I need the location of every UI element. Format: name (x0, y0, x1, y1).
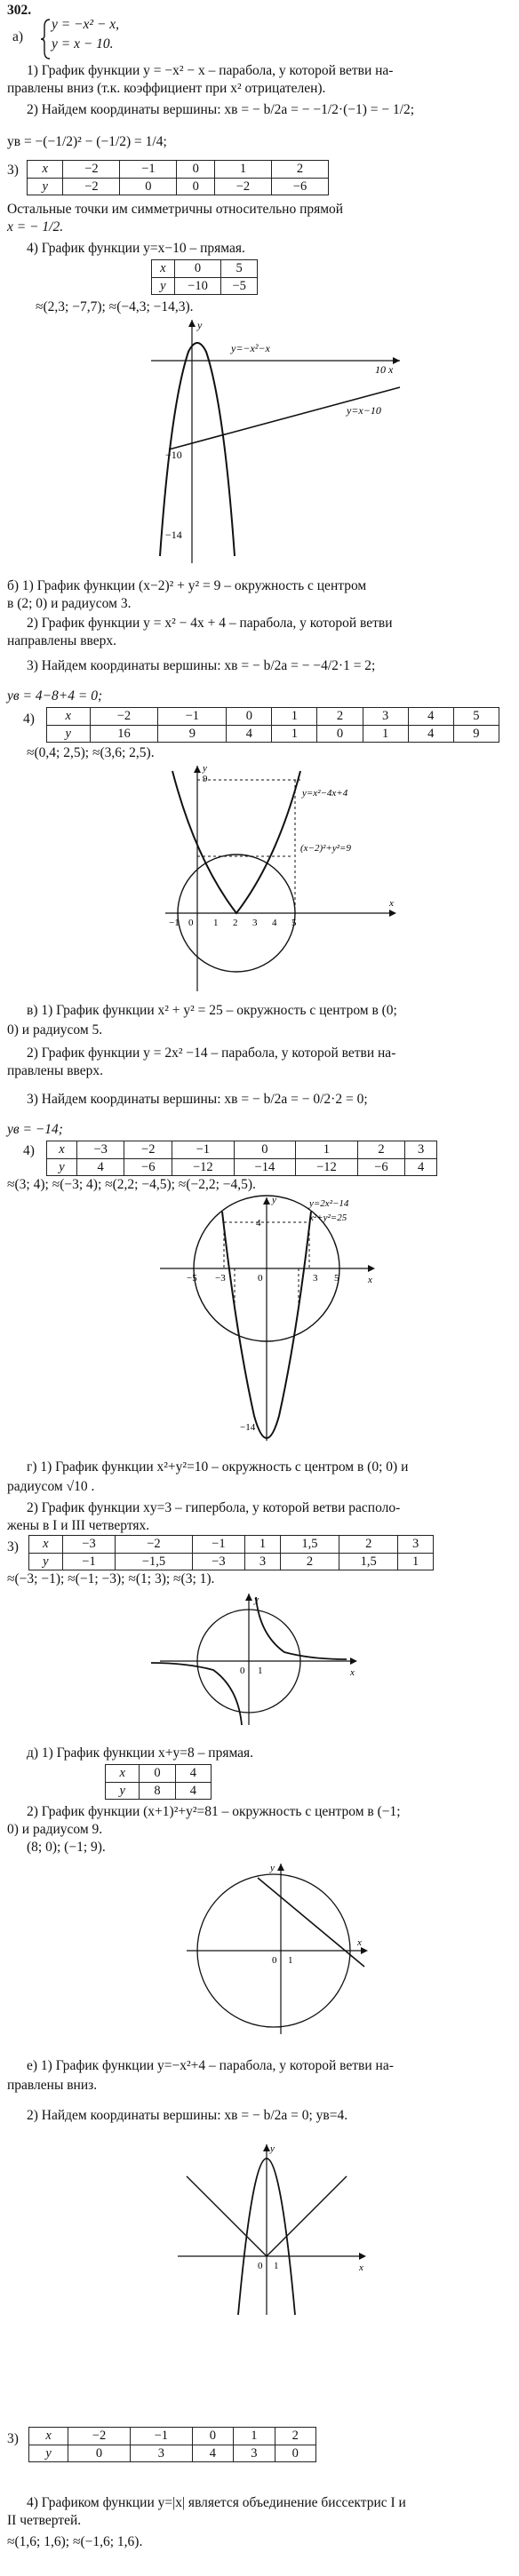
table-cell: x (47, 708, 91, 726)
a-answer: ≈(2,3; −7,7); ≈(−4,3; −14,3). (36, 299, 194, 314)
a-graph (142, 316, 409, 563)
graph-label: 9 (203, 774, 208, 784)
table-cell: 1 (296, 1141, 358, 1159)
graph-label: 0 (258, 2261, 263, 2271)
c-text-6: yв = −14; (7, 1122, 63, 1137)
f-text-3: 2) Найдем координаты вершины: xв = − b/2a = 0; yв=4. (27, 2108, 348, 2123)
b-answer: ≈(0,4; 2,5); ≈(3,6; 2,5). (27, 745, 155, 760)
graph-label: x (389, 898, 394, 909)
graph-label: 1 (288, 1955, 293, 1966)
table-cell: −2 (214, 178, 271, 195)
a-text-3: 2) Найдем координаты вершины: xв = − b/2a = − −1/2·(−1) = − 1/2; (27, 102, 415, 117)
d-text-2: радиусом √10 . (7, 1479, 95, 1494)
table-cell: −3 (76, 1141, 124, 1159)
b-text-5: 3) Найдем координаты вершины: xв = − b/2a = − −4/2·1 = 2; (27, 658, 376, 673)
table-cell: 0 (317, 725, 363, 743)
table-cell: −6 (124, 1158, 172, 1176)
table-cell: −3 (62, 1536, 116, 1554)
graph-label: 0 (240, 1666, 245, 1676)
f-graph (169, 2141, 373, 2318)
table-cell: y (152, 277, 175, 295)
table-cell: −1 (62, 1553, 116, 1570)
table-cell: 1 (214, 161, 271, 179)
table-cell: −3 (192, 1553, 245, 1570)
d-text-1: г) 1) График функции x²+y²=10 – окружность с центром в (0; 0) и (27, 1459, 409, 1475)
e-text-1: д) 1) График функции x+y=8 – прямая. (27, 1745, 254, 1761)
table-row (47, 725, 499, 743)
graph-label: y=x−10 (347, 404, 381, 417)
table-cell: −2 (116, 1536, 192, 1554)
graph-label: x²+y²=25 (309, 1212, 347, 1223)
table-row (152, 260, 258, 278)
table-cell: 3 (405, 1141, 437, 1159)
e-graph (169, 1860, 373, 2038)
table-cell: x (106, 1765, 140, 1783)
table-cell: −2 (63, 161, 120, 179)
f-values-table (28, 2427, 316, 2462)
table-cell: −12 (172, 1158, 235, 1176)
table-cell: 3 (130, 2445, 192, 2462)
table-cell: 4 (405, 1158, 437, 1176)
d-values-table (28, 1535, 434, 1570)
table-cell: x (29, 2428, 68, 2445)
table-cell: 0 (120, 178, 177, 195)
graph-label: −14 (165, 529, 182, 541)
table-cell: 0 (68, 2445, 131, 2462)
a-table-label: 3) (7, 163, 19, 178)
system-eq1: y = −x² − x, (52, 17, 120, 32)
graph-label: 3 (252, 918, 258, 928)
table-cell: 2 (317, 708, 363, 726)
table-cell: y (29, 1553, 63, 1570)
table-cell: x (29, 1536, 63, 1554)
graph-label: 0 (272, 1955, 277, 1966)
c-text-2: 0) и радиусом 5. (7, 1022, 103, 1038)
problem-number: 302. (7, 3, 32, 18)
c-text-1: в) 1) График функции x² + y² = 25 – окружность с центром в (0; (27, 1003, 397, 1018)
table-cell: −1 (130, 2428, 192, 2445)
system-brace-icon (39, 18, 52, 60)
table-cell: y (28, 178, 63, 195)
table-cell: 8 (140, 1782, 175, 1800)
graph-label: −3 (215, 1273, 226, 1284)
graph-label: y=−x²−x (231, 342, 270, 354)
table-cell: 4 (408, 725, 453, 743)
table-cell: 4 (192, 2445, 233, 2462)
table-row (28, 161, 329, 179)
table-cell: 3 (234, 2445, 275, 2462)
f-text-4: 4) Графиком функции y=|x| является объединение биссектрис I и (27, 2495, 406, 2510)
line-graph (169, 387, 400, 449)
a-text-7: 4) График функции y=x−10 – прямая. (27, 241, 245, 256)
table-cell: −2 (124, 1141, 172, 1159)
b-table-label: 4) (23, 712, 35, 727)
table-cell: 1 (272, 708, 317, 726)
table-cell: 0 (192, 2428, 233, 2445)
b-values-table (46, 707, 499, 743)
table-cell: x (28, 161, 63, 179)
d-graph (151, 1590, 364, 1729)
d-text-3: 2) График функции xy=3 – гипербола, у которой ветви располо- (27, 1500, 401, 1515)
graph-label: (x−2)²+y²=9 (300, 843, 351, 854)
table-row (106, 1765, 212, 1783)
table-cell: 16 (90, 725, 158, 743)
table-cell: −2 (68, 2428, 131, 2445)
graph-label: 1 (274, 2261, 279, 2271)
table-cell: −2 (90, 708, 158, 726)
graph-label: x (357, 1937, 362, 1948)
graph-label: 4 (272, 918, 277, 928)
a-text-6: x = − 1/2. (7, 219, 64, 235)
system-label: а) (12, 29, 24, 44)
table-row (47, 708, 499, 726)
hyperbola-branch-2 (151, 1663, 242, 1725)
table-cell: x (152, 260, 175, 278)
graph-label: y (272, 1195, 276, 1205)
table-cell: 0 (174, 260, 221, 278)
graph-label: y=x²−4x+4 (302, 788, 348, 799)
table-cell: 1 (272, 725, 317, 743)
b-graph (160, 762, 409, 995)
table-cell: 2 (275, 2428, 315, 2445)
b-text-1: б) 1) График функции (x−2)² + y² = 9 – окружность с центром (7, 578, 367, 593)
graph-label: −10 (165, 449, 182, 461)
table-row (152, 277, 258, 295)
table-cell: y (47, 1158, 77, 1176)
graph-label: 1 (213, 918, 219, 928)
f-table-label: 3) (7, 2431, 19, 2446)
table-cell: x (47, 1141, 77, 1159)
table-cell: −1 (158, 708, 227, 726)
d-table-label: 3) (7, 1539, 19, 1554)
a-text-5: Остальные точки им симметричны относительно прямой (7, 202, 344, 217)
table-cell: y (47, 725, 91, 743)
table-row (29, 1536, 434, 1554)
table-row (29, 2445, 316, 2462)
table-cell: −2 (63, 178, 120, 195)
table-cell: −6 (357, 1158, 405, 1176)
c-values-table (46, 1141, 437, 1176)
table-cell: 2 (271, 161, 328, 179)
table-cell: −5 (221, 277, 258, 295)
graph-label: x (368, 1275, 372, 1285)
graph-label: y (270, 1863, 275, 1873)
table-cell: 2 (280, 1553, 339, 1570)
table-cell: 5 (221, 260, 258, 278)
table-cell: 0 (177, 178, 215, 195)
graph-label: y (270, 2143, 275, 2154)
table-cell: 0 (234, 1141, 296, 1159)
graph-label: −14 (240, 1422, 256, 1433)
table-cell: y (106, 1782, 140, 1800)
table-cell: 1 (398, 1553, 434, 1570)
graph-label: 2 (233, 918, 238, 928)
table-cell: 4 (408, 708, 453, 726)
c-answer: ≈(3; 4); ≈(−3; 4); ≈(2,2; −4,5); ≈(−2,2; −4,5). (7, 1177, 256, 1192)
table-cell: 1 (234, 2428, 275, 2445)
table-row (47, 1158, 437, 1176)
graph-label: 4 (256, 1218, 261, 1228)
f-text-5: II четвертей. (7, 2513, 82, 2528)
graph-label: 5 (334, 1273, 339, 1284)
graph-label: 0 (188, 918, 194, 928)
table-cell: 1,5 (280, 1536, 339, 1554)
table-cell: 0 (227, 708, 272, 726)
graph-label: 0 (258, 1273, 263, 1284)
c-table-label: 4) (23, 1143, 35, 1158)
table-cell: 9 (158, 725, 227, 743)
e-text-2: 2) График функции (x+1)²+y²=81 – окружность с центром в (−1; (27, 1804, 401, 1819)
b-text-3: 2) График функции y = x² − 4x + 4 – парабола, у которой ветви (27, 616, 393, 631)
graph-label: x (350, 1667, 355, 1678)
table-cell: 4 (76, 1158, 124, 1176)
hyperbola-branch-1 (256, 1597, 347, 1659)
system-eq2: y = x − 10. (52, 36, 114, 52)
e-values-table (105, 1764, 212, 1800)
table-cell: −1 (120, 161, 177, 179)
graph-label: y=2x²−14 (309, 1198, 349, 1209)
a-text-1: 1) График функции y = −x² − x – парабола, у которой ветви на- (27, 63, 394, 78)
table-row (29, 1553, 434, 1570)
table-cell: 2 (357, 1141, 405, 1159)
e-text-3: 0) и радиусом 9. (7, 1822, 103, 1837)
c-text-3: 2) График функции y = 2x² −14 – парабола, у которой ветви на- (27, 1046, 396, 1061)
d-text-4: жены в I и III четвертях. (7, 1518, 150, 1533)
table-cell: 0 (177, 161, 215, 179)
b-text-2: в (2; 0) и радиусом 3. (7, 596, 132, 611)
a-values-table (27, 160, 329, 195)
c-text-5: 3) Найдем координаты вершины: xв = − b/2a = − 0/2·2 = 0; (27, 1092, 368, 1107)
table-cell: 4 (227, 725, 272, 743)
table-cell: −14 (234, 1158, 296, 1176)
table-cell: 9 (453, 725, 499, 743)
table-row (29, 2428, 316, 2445)
table-cell: 2 (339, 1536, 398, 1554)
table-cell: 1,5 (339, 1553, 398, 1570)
f-text-1: е) 1) График функции y=−x²+4 – парабола, у которой ветви на- (27, 2058, 394, 2073)
graph-label: 3 (313, 1273, 318, 1284)
table-cell: −1,5 (116, 1553, 192, 1570)
graph-label: −1 (169, 918, 180, 928)
b-text-6: yв = 4−8+4 = 0; (7, 688, 103, 704)
table-cell: 1 (363, 725, 408, 743)
f-answer: ≈(1,6; 1,6); ≈(−1,6; 1,6). (7, 2534, 143, 2549)
graph-label: 10 x (375, 363, 394, 376)
table-row (47, 1141, 437, 1159)
table-cell: −1 (172, 1141, 235, 1159)
table-cell: 3 (398, 1536, 434, 1554)
table-row (106, 1782, 212, 1800)
a-text-2: правлены вниз (т.к. коэффициент при x² отрицателен). (7, 81, 326, 96)
table-cell: −12 (296, 1158, 358, 1176)
e-answer: (8; 0); (−1; 9). (27, 1840, 106, 1855)
graph-label: −5 (187, 1273, 197, 1284)
table-cell: 0 (140, 1765, 175, 1783)
graph-label: 1 (258, 1666, 263, 1676)
table-row (28, 178, 329, 195)
table-cell: −10 (174, 277, 221, 295)
table-cell: 1 (245, 1536, 281, 1554)
table-cell: 5 (453, 708, 499, 726)
parabola-curve (172, 771, 300, 913)
line-graph (258, 1878, 364, 1967)
d-answer: ≈(−3; −1); ≈(−1; −3); ≈(1; 3); ≈(3; 1). (7, 1571, 215, 1586)
table-cell: y (29, 2445, 68, 2462)
graph-label: y (203, 763, 207, 774)
graph-label: y (254, 1594, 259, 1605)
table-cell: 4 (175, 1782, 211, 1800)
c-text-4: правлены вверх. (7, 1063, 104, 1078)
table-cell: −6 (271, 178, 328, 195)
table-cell: 0 (275, 2445, 315, 2462)
b-text-4: направлены вверх. (7, 633, 117, 648)
table-cell: 3 (245, 1553, 281, 1570)
graph-label: y (197, 319, 203, 331)
a-text-4: yв = −(−1/2)² − (−1/2) = 1/4; (7, 134, 167, 149)
graph-label: 5 (291, 918, 297, 928)
graph-label: x (359, 2262, 363, 2273)
a-line-table (151, 259, 258, 295)
table-cell: 3 (363, 708, 408, 726)
table-cell: −1 (192, 1536, 245, 1554)
table-cell: 4 (175, 1765, 211, 1783)
c-graph (151, 1194, 382, 1443)
f-text-2: правлены вниз. (7, 2078, 98, 2093)
